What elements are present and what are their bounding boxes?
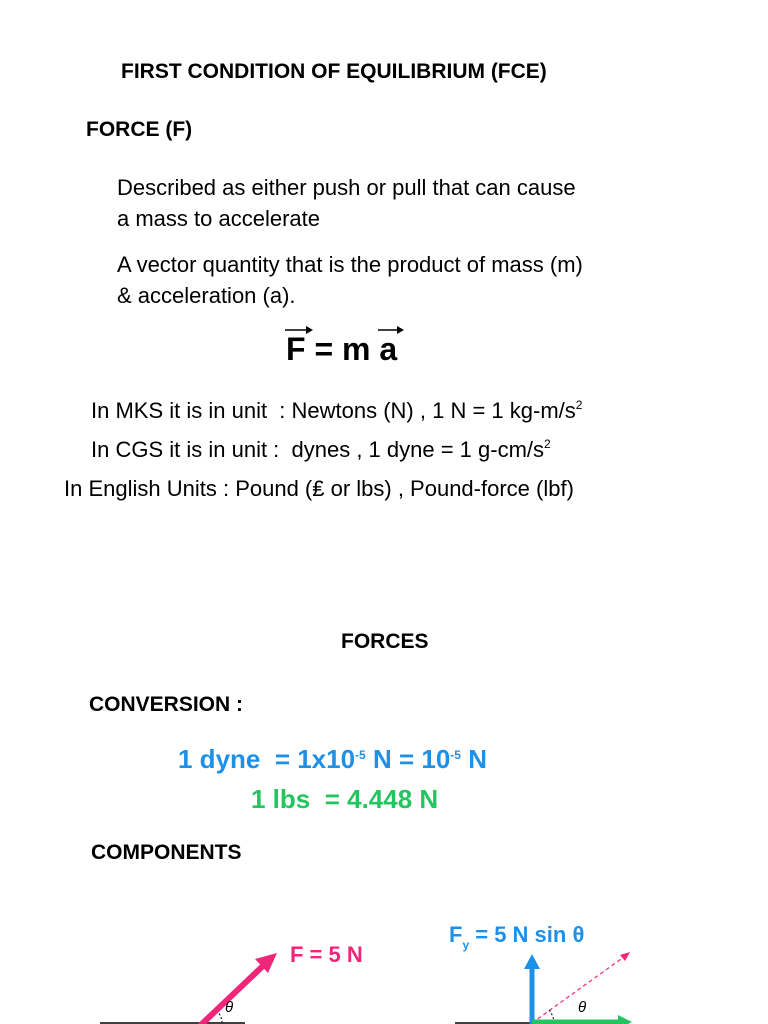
fx-arrowhead-icon bbox=[618, 1015, 632, 1024]
force-formula: F = m a bbox=[286, 331, 397, 368]
description-line-2: a mass to accelerate bbox=[117, 206, 320, 231]
unit-english: In English Units : Pound (₤ or lbs) , Pound-force (lbf) bbox=[64, 476, 574, 501]
components-label: COMPONENTS bbox=[91, 841, 242, 864]
vector-a: a bbox=[379, 331, 397, 368]
angle-arc bbox=[218, 1012, 222, 1023]
vector-arrow-icon bbox=[377, 324, 405, 336]
conversion-dyne: 1 dyne = $1x10^{-5}$ $N = 10^{-5}$ N bbox=[178, 744, 487, 774]
force-vector-diagram bbox=[95, 940, 295, 1024]
conversion-lbs: 1 lbs = 4.448 N bbox=[251, 784, 439, 814]
fy-arrowhead-icon bbox=[524, 954, 540, 969]
section-heading-force: FORCE (F) bbox=[86, 118, 193, 141]
page-title: FIRST CONDITION OF EQUILIBRIUM (FCE) bbox=[121, 60, 547, 83]
vector-f: F bbox=[286, 331, 306, 368]
conversion-label: CONVERSION : bbox=[89, 693, 244, 716]
resultant-arrowhead-icon bbox=[620, 952, 630, 961]
angle-label-left: θ bbox=[225, 999, 234, 1016]
unit-cgs: In CGS it is in unit : dynes , 1 dyne = 1 $g-cm/s^2$ bbox=[91, 437, 551, 462]
description-line-4: & acceleration (a). bbox=[117, 283, 296, 308]
fy-label: $F_y = 5$ N sin θ bbox=[449, 922, 585, 952]
vector-arrow-icon bbox=[284, 324, 314, 336]
force-label: F = 5 N bbox=[290, 942, 363, 967]
angle-label-right: θ bbox=[578, 999, 587, 1016]
components-diagram bbox=[450, 945, 640, 1024]
unit-mks: In MKS it is in unit : Newtons (N) , 1 N = 1 $kg-m/s^2$ bbox=[91, 398, 583, 423]
description-line-1: Described as either push or pull that can cause bbox=[117, 175, 576, 200]
page-title-forces: FORCES bbox=[341, 630, 429, 653]
description-line-3: A vector quantity that is the product of mass (m) bbox=[117, 252, 583, 277]
